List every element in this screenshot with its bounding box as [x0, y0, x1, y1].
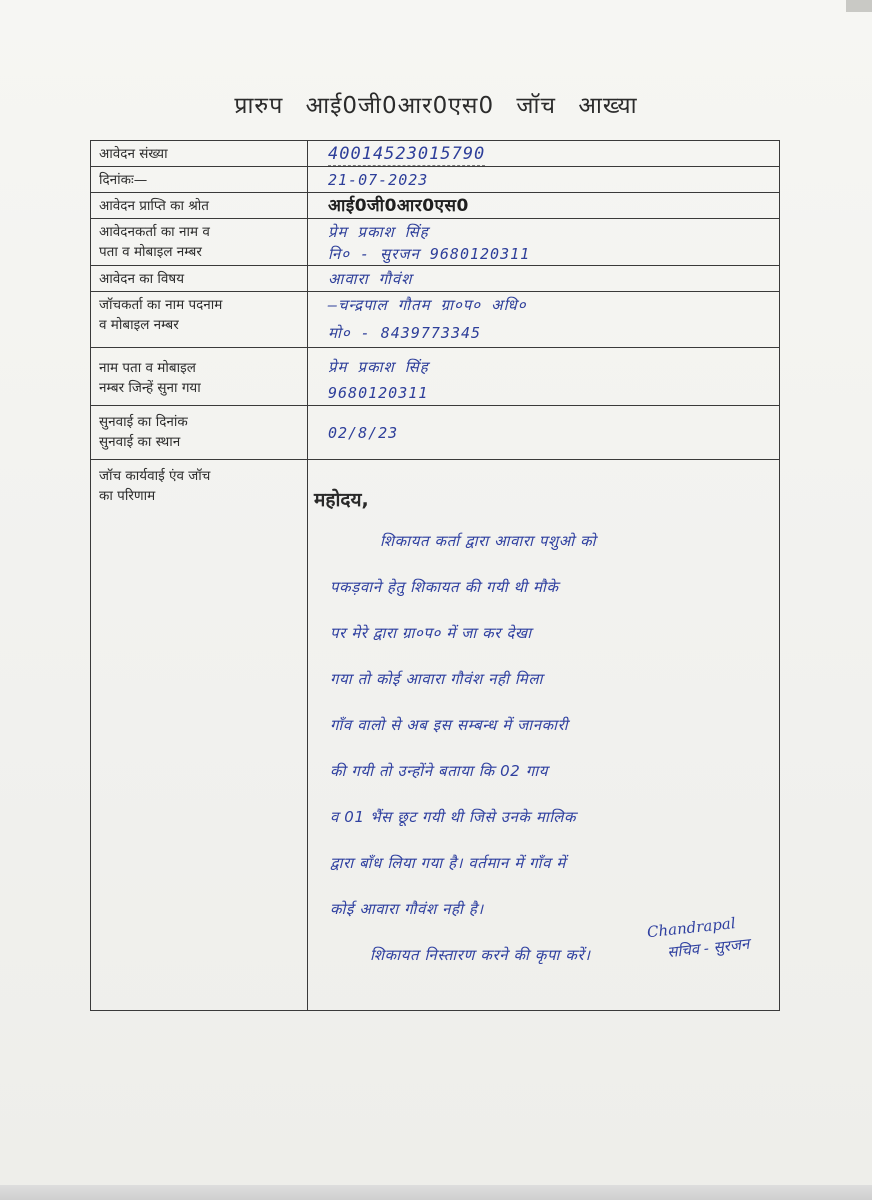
inquiry-report-table: [90, 140, 780, 1011]
table-row: [91, 460, 780, 1011]
label-line: नाम पता व मोबाइल: [99, 360, 196, 376]
result-body: [308, 460, 779, 1010]
hearing-value: [308, 406, 780, 460]
handwritten-text: 21-07-2023: [328, 171, 429, 189]
table-row: [91, 193, 780, 219]
field-label: [91, 348, 308, 406]
signature-designation: सचिव - सुरजन: [666, 934, 751, 962]
table-row: [91, 348, 780, 406]
investigator-value: [308, 292, 780, 348]
table-row: [91, 406, 780, 460]
field-label: आवेदन का विषय: [91, 266, 308, 292]
handwritten-text: प्रेम प्रकाश सिंह: [328, 358, 429, 376]
table-row: [91, 292, 780, 348]
field-label: [91, 406, 308, 460]
report-line: पर मेरे द्वारा ग्रा०प० में जा कर देखा: [330, 624, 532, 642]
table-row: [91, 219, 780, 266]
report-line: द्वारा बाँध लिया गया है। वर्तमान में गाँव में: [330, 854, 566, 872]
label-line: नम्बर जिन्हें सुना गया: [99, 380, 201, 396]
printed-text: आई0जी0आर0एस0: [328, 196, 469, 216]
label-line: सुनवाई का स्थान: [99, 434, 181, 450]
label-line: पता व मोबाइल नम्बर: [99, 244, 202, 260]
salutation: महोदय,: [314, 489, 369, 511]
handwritten-text: —चन्द्रपाल गौतम ग्रा०प० अधि०: [328, 296, 527, 314]
subject-value: [308, 266, 780, 292]
application-number-value: [308, 141, 780, 167]
label-line: व मोबाइल नम्बर: [99, 317, 179, 333]
handwritten-text: आवारा गौवंश: [328, 270, 413, 288]
report-line: कोई आवारा गौवंश नही है।: [330, 900, 484, 918]
label-line: आवेदनकर्ता का नाम व: [99, 224, 210, 240]
handwritten-report: [330, 518, 773, 978]
scan-bottom-edge: [0, 1185, 872, 1200]
handwritten-text: प्रेम प्रकाश सिंह: [328, 223, 429, 241]
handwritten-text: मो० - 8439773345: [328, 324, 482, 342]
table-row: [91, 141, 780, 167]
label-line: सुनवाई का दिनांक: [99, 414, 188, 430]
field-label: आवेदन संख्या: [91, 141, 308, 167]
table-row: [91, 167, 780, 193]
handwritten-text: नि० - सुरजन 9680120311: [328, 245, 531, 263]
report-line: की गयी तो उन्होंने बताया कि 02 गाय: [330, 762, 549, 780]
field-label: दिनांकः—: [91, 167, 308, 193]
handwritten-text: 40014523015790: [328, 144, 486, 164]
field-label: आवेदन प्राप्ति का श्रोत: [91, 193, 308, 219]
report-line: गया तो कोई आवारा गौवंश नही मिला: [330, 670, 543, 688]
report-line: व 01 भैंस छूट गयी थी जिसे उनके मालिक: [330, 808, 577, 826]
result-value: [308, 460, 780, 1011]
field-label: [91, 219, 308, 266]
label-line: जॉच कार्यवाई एंव जॉच: [99, 468, 211, 484]
handwritten-text: 02/8/23: [328, 424, 399, 442]
table-row: [91, 266, 780, 292]
report-line: गाँव वालो से अब इस सम्बन्ध में जानकारी: [330, 716, 569, 734]
applicant-value: [308, 219, 780, 266]
handwritten-text: 9680120311: [328, 384, 429, 402]
field-label: [91, 460, 308, 1011]
field-label: [91, 292, 308, 348]
label-line: का परिणाम: [99, 488, 156, 504]
signature-name: Chandrapal: [646, 914, 737, 942]
report-line: शिकायत कर्ता द्वारा आवारा पशुओ को: [380, 532, 597, 550]
report-line: पकड़वाने हेतु शिकायत की गयी थी मौके: [330, 578, 559, 596]
date-value: [308, 167, 780, 193]
source-value: [308, 193, 780, 219]
report-line: शिकायत निस्तारण करने की कृपा करें।: [370, 946, 591, 964]
heard-value: [308, 348, 780, 406]
label-line: जॉचकर्ता का नाम पदनाम: [99, 297, 223, 313]
scan-corner-mark: [846, 0, 872, 12]
page-title: प्रारुप आई0जी0आर0एस0 जॉच आख्या: [234, 93, 638, 119]
